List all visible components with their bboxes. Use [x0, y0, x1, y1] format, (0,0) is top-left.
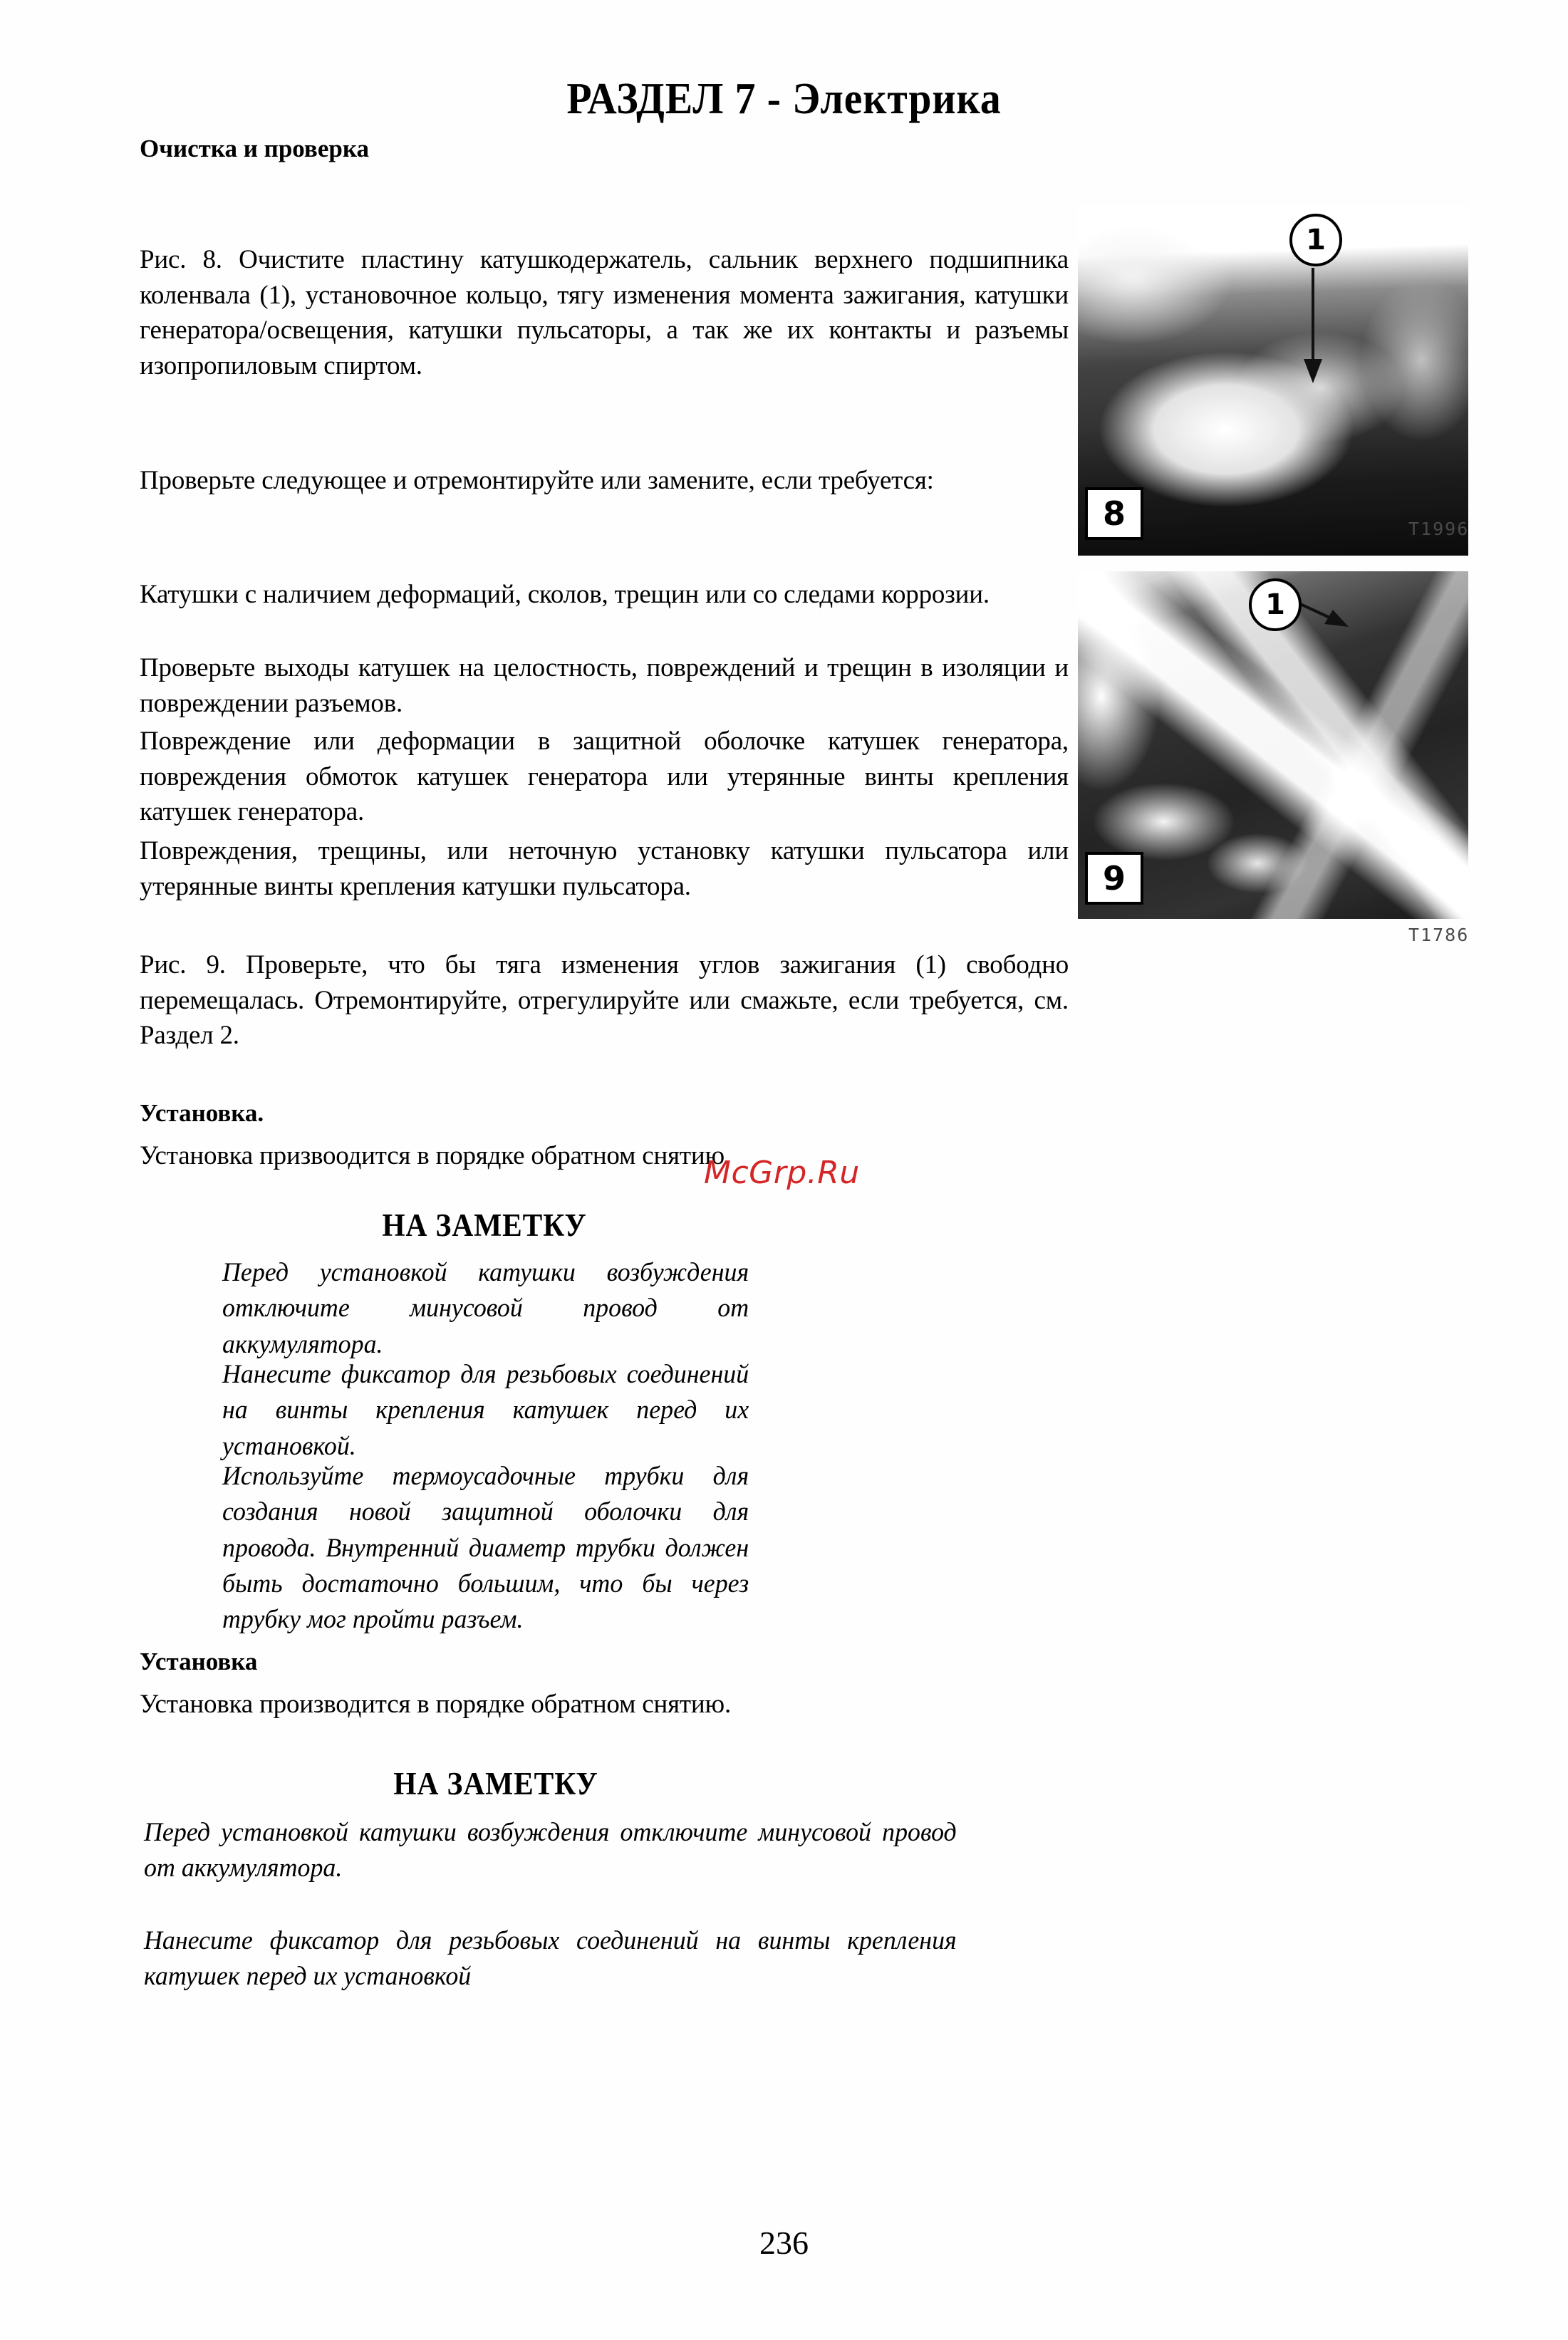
watermark-mcgrp: McGrp.Ru — [704, 1155, 860, 1191]
note-1-paragraph-2: Нанесите фиксатор для резьбовых соединений на винты крепления катушек перед их установкой. — [222, 1360, 749, 1461]
paragraph-figure-8: Рис. 8. Очистите пластину катушкодержатель, сальник верхнего подшипника коленвала (1), установочное кольцо, тягу изменения момента зажигания, катушки генератора/освещения, катушки пульсаторы, а так же их контакты и разъемы изопропиловым спиртом. — [140, 245, 1069, 380]
page-title: РАЗДЕЛ 7 - Электрика — [566, 75, 1002, 123]
figure-9 — [1078, 571, 1468, 919]
note-2-paragraph-2: Нанесите фиксатор для резьбовых соединений на винты крепления катушек перед их установкой — [144, 1926, 957, 1992]
note-title-2: НА ЗАМЕТКУ — [393, 1766, 598, 1801]
figure-9-callout-1: 1 — [1249, 578, 1302, 631]
check-item-coil-outputs: Проверьте выходы катушек на целостность, повреждений и трещин в изоляции и повреждении разъемов. — [140, 653, 1069, 718]
heading-installation-1: Установка. — [140, 1099, 264, 1127]
page-number: 236 — [759, 2225, 809, 2261]
figure-8-callout-1: 1 — [1289, 214, 1342, 266]
paragraph-check-intro: Проверьте следующее и отремонтируйте или замените, если требуется: — [140, 466, 934, 495]
text-installation-1: Установка призвоодится в порядке обратном снятию. — [140, 1141, 731, 1170]
note-2-paragraph-1: Перед установкой катушки возбуждения отключите минусовой провод от аккумулятора. — [144, 1818, 957, 1883]
figure-8-caption: T1996 — [1408, 519, 1470, 539]
figure-9-number-box: 9 — [1085, 852, 1143, 905]
figure-8 — [1078, 205, 1468, 556]
figure-8-number-box: 8 — [1085, 487, 1143, 540]
figure-9-caption: T1786 — [1408, 925, 1470, 945]
check-item-pulsar-coil: Повреждения, трещины, или неточную установку катушки пульсатора или утерянные винты крепления катушки пульсатора. — [140, 836, 1069, 901]
note-1-paragraph-3: Используйте термоусадочные трубки для создания новой защитной оболочки для провода. Внутренний диаметр трубки должен быть достаточно большим, что бы через трубку мог пройти разъем. — [222, 1462, 749, 1635]
paragraph-figure-9: Рис. 9. Проверьте, что бы тяга изменения углов зажигания (1) свободно перемещалась. Отремонтируйте, отрегулируйте или смажьте, если требуется, см. Раздел 2. — [140, 950, 1069, 1051]
section-heading-cleaning: Очистка и проверка — [140, 135, 369, 162]
check-item-coils-deformation: Катушки с наличием деформаций, сколов, трещин или со следами коррозии. — [140, 580, 990, 609]
check-item-generator-sheath: Повреждение или деформации в защитной оболочке катушек генератора, повреждения обмоток катушек генератора или утерянные винты крепления катушек генератора. — [140, 727, 1069, 827]
text-installation-2: Установка производится в порядке обратном снятию. — [140, 1690, 731, 1719]
heading-installation-2: Установка — [140, 1648, 258, 1675]
note-1-paragraph-1: Перед установкой катушки возбуждения отключите минусовой провод от аккумулятора. — [222, 1258, 749, 1359]
note-title-1: НА ЗАМЕТКУ — [382, 1207, 587, 1243]
